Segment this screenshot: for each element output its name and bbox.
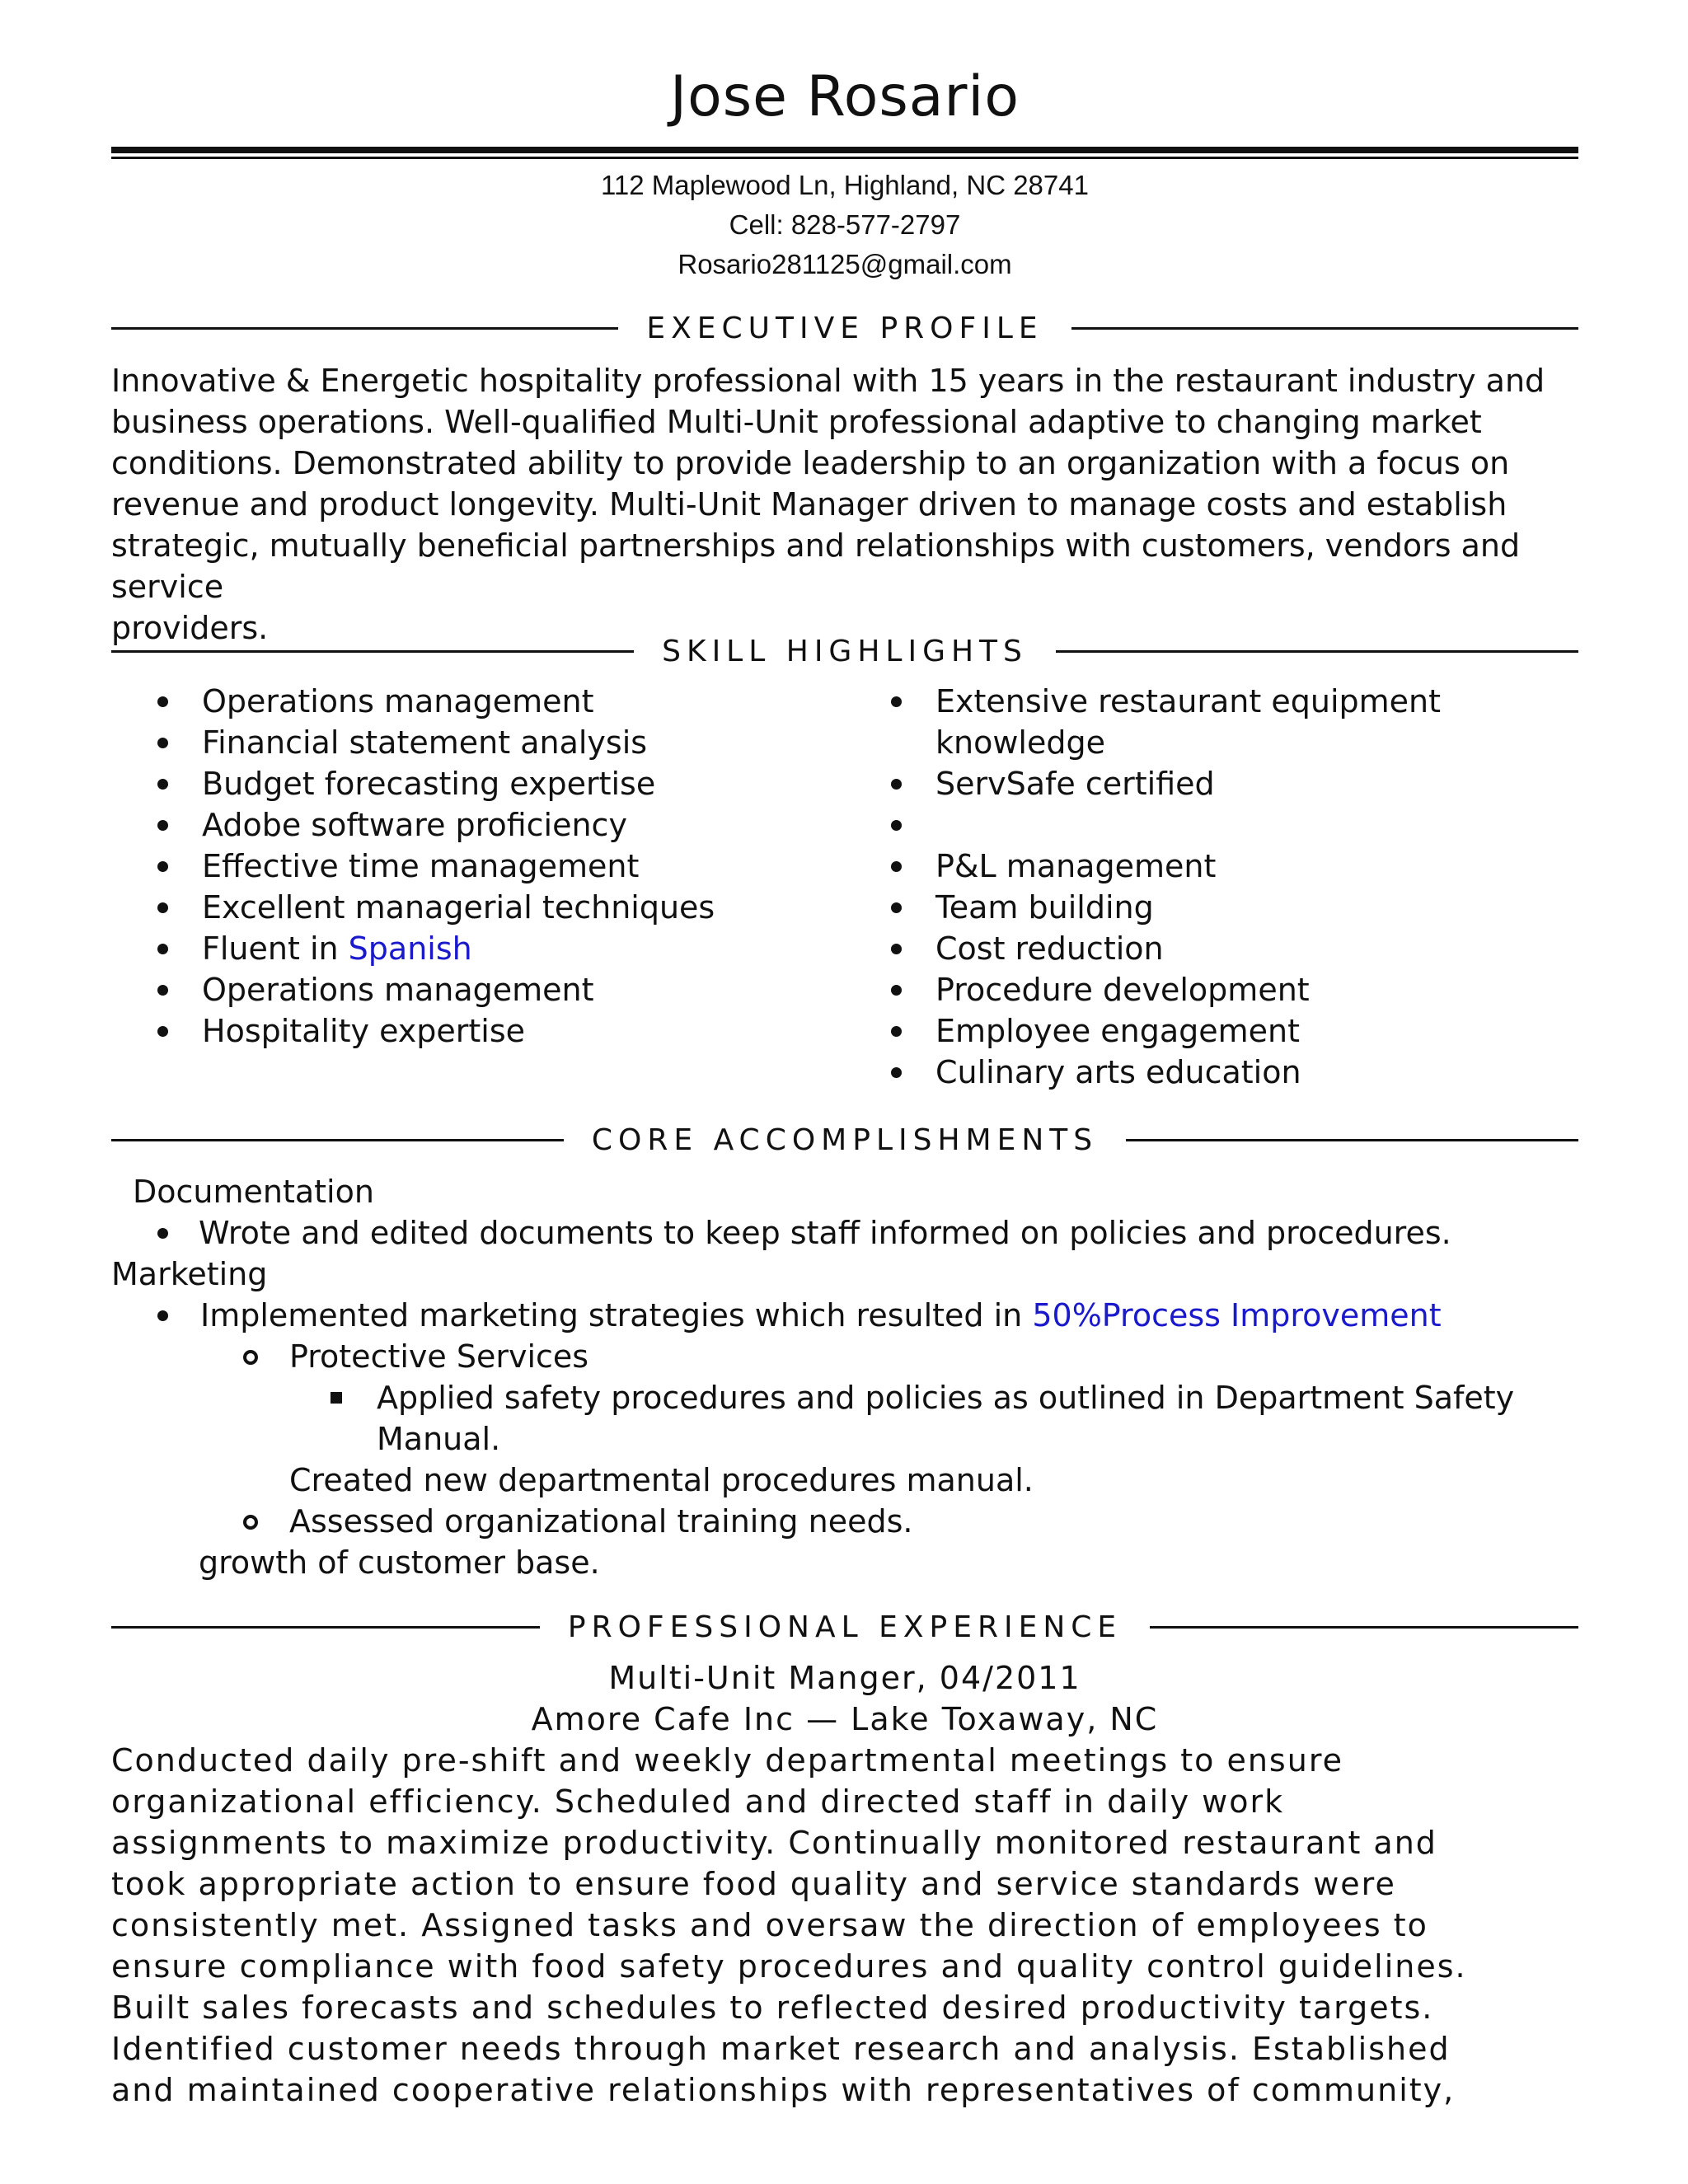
- safety-item: Applied safety procedures and policies as outlined in Department Safety: [377, 1380, 1515, 1416]
- profile-line: Innovative & Energetic hospitality professional with 15 years in the restaurant industry and: [111, 363, 1545, 399]
- skill-item: Budget forecasting expertise: [152, 763, 828, 804]
- job-description-line: consistently met. Assigned tasks and oversaw the direction of employees to: [111, 1907, 1428, 1943]
- skill-item: Extensive restaurant equipment: [886, 681, 1512, 722]
- bullet-icon: [891, 944, 902, 954]
- skill-item: Financial statement analysis: [152, 722, 828, 763]
- skill-item: Cost reduction: [886, 928, 1512, 969]
- bullet-icon: [157, 1026, 168, 1037]
- circle-bullet-icon: [243, 1350, 258, 1365]
- skill-item: Operations management: [152, 969, 828, 1010]
- profile-line: business operations. Well-qualified Multi-Unit professional adaptive to changing market: [111, 404, 1482, 440]
- bullet-icon: [891, 779, 902, 790]
- job-description: [111, 1740, 1578, 2111]
- section-rule: [1126, 1139, 1578, 1141]
- section-rule: [111, 1626, 540, 1629]
- section-rule: [1150, 1626, 1578, 1629]
- bullet-icon: [157, 985, 168, 996]
- skill-item: Procedure development: [886, 969, 1512, 1010]
- skill-item: ServSafe certified: [886, 763, 1512, 804]
- documentation-item: Wrote and edited documents to keep staff informed on policies and procedures.: [199, 1215, 1451, 1251]
- assessed-item: Assessed organizational training needs.: [289, 1503, 913, 1540]
- growth-item: growth of customer base.: [199, 1544, 600, 1581]
- candidate-name: Jose Rosario: [670, 64, 1020, 129]
- skills-column-left: [152, 681, 828, 1052]
- bullet-icon: [157, 696, 168, 707]
- job-description-line: organizational efficiency. Scheduled and directed staff in daily work: [111, 1783, 1285, 1820]
- section-rule: [111, 650, 634, 653]
- safety-item-continued: Manual.: [377, 1421, 501, 1457]
- job-description-line: took appropriate action to ensure food quality and service standards were: [111, 1866, 1396, 1902]
- section-professional-experience: [111, 1606, 1578, 1647]
- bullet-icon: [891, 861, 902, 872]
- skill-item: P&L management: [886, 846, 1512, 887]
- spanish-link[interactable]: Spanish: [348, 930, 472, 967]
- section-rule: [1071, 327, 1578, 330]
- bullet-icon: [157, 902, 168, 913]
- job-description-line: assignments to maximize productivity. Continually monitored restaurant and: [111, 1825, 1437, 1861]
- created-manual-item: Created new departmental procedures manual.: [289, 1462, 1034, 1498]
- bullet-icon: [157, 820, 168, 831]
- marketing-label: Marketing: [111, 1256, 268, 1292]
- bullet-icon: [157, 1228, 168, 1239]
- documentation-label: Documentation: [133, 1174, 374, 1210]
- skill-item: Adobe software proficiency: [152, 804, 828, 846]
- job-description-line: ensure compliance with food safety procedures and quality control guidelines.: [111, 1948, 1467, 1985]
- skill-item: Effective time management: [152, 846, 828, 887]
- skill-item: Excellent managerial techniques: [152, 887, 828, 928]
- skill-item: Hospitality expertise: [152, 1010, 828, 1052]
- section-title: EXECUTIVE PROFILE: [646, 311, 1043, 345]
- bullet-icon: [891, 1067, 902, 1078]
- job-description-line: and maintained cooperative relationships with representatives of community,: [111, 2072, 1456, 2108]
- contact-address: 112 Maplewood Ln, Highland, NC 28741: [601, 170, 1089, 200]
- bullet-icon: [157, 779, 168, 790]
- contact-email: Rosario281125@gmail.com: [678, 249, 1012, 279]
- skill-item: Employee engagement: [886, 1010, 1512, 1052]
- bullet-icon: [891, 985, 902, 996]
- section-title: SKILL HIGHLIGHTS: [662, 634, 1028, 668]
- section-title: PROFESSIONAL EXPERIENCE: [567, 1610, 1123, 1644]
- header-rule-thick: [111, 147, 1578, 153]
- section-executive-profile: [111, 307, 1578, 349]
- bullet-icon: [891, 696, 902, 707]
- skill-item: Culinary arts education: [886, 1052, 1512, 1093]
- job-description-line: Conducted daily pre-shift and weekly departmental meetings to ensure: [111, 1742, 1343, 1779]
- skill-item-empty: [886, 804, 1512, 846]
- protective-services-item: Protective Services: [289, 1338, 589, 1375]
- section-rule: [111, 1139, 564, 1141]
- executive-profile-text: [111, 360, 1578, 649]
- job-title: Multi-Unit Manger, 04/2011: [608, 1660, 1081, 1696]
- section-title: CORE ACCOMPLISHMENTS: [591, 1122, 1099, 1157]
- square-bullet-icon: [331, 1392, 342, 1404]
- bullet-icon: [891, 1026, 902, 1037]
- skills-column-right: [886, 681, 1512, 1093]
- profile-line: revenue and product longevity. Multi-Unit Manager driven to manage costs and establish: [111, 486, 1507, 523]
- job-description-line: Built sales forecasts and schedules to reflected desired productivity targets.: [111, 1990, 1434, 2026]
- profile-line: conditions. Demonstrated ability to provide leadership to an organization with a focus on: [111, 445, 1510, 481]
- bullet-icon: [157, 944, 168, 954]
- section-rule: [111, 327, 618, 330]
- skill-item: Operations management: [152, 681, 828, 722]
- process-improvement-link[interactable]: 50%Process Improvement: [1032, 1297, 1442, 1333]
- contact-cell: Cell: 828-577-2797: [729, 209, 961, 240]
- section-skill-highlights: [111, 630, 1578, 672]
- profile-line: strategic, mutually beneficial partnerships and relationships with customers, vendors and service: [111, 527, 1521, 605]
- profile-line: providers.: [111, 610, 269, 646]
- skill-item-continued: knowledge: [935, 724, 1105, 761]
- bullet-icon: [891, 820, 902, 831]
- bullet-icon: [157, 861, 168, 872]
- company-location: Amore Cafe Inc — Lake Toxaway, NC: [531, 1701, 1159, 1737]
- job-description-line: Identified customer needs through market research and analysis. Established: [111, 2031, 1451, 2067]
- bullet-icon: [891, 902, 902, 913]
- header-rule-thin: [111, 157, 1578, 159]
- section-rule: [1056, 650, 1578, 653]
- skill-item: Fluent in Spanish: [152, 928, 828, 969]
- bullet-icon: [157, 1310, 168, 1321]
- marketing-item: Implemented marketing strategies which resulted in 50%Process Improvement: [200, 1297, 1442, 1333]
- section-core-accomplishments: [111, 1119, 1578, 1160]
- bullet-icon: [157, 738, 168, 748]
- skill-item: Team building: [886, 887, 1512, 928]
- circle-bullet-icon: [243, 1515, 258, 1530]
